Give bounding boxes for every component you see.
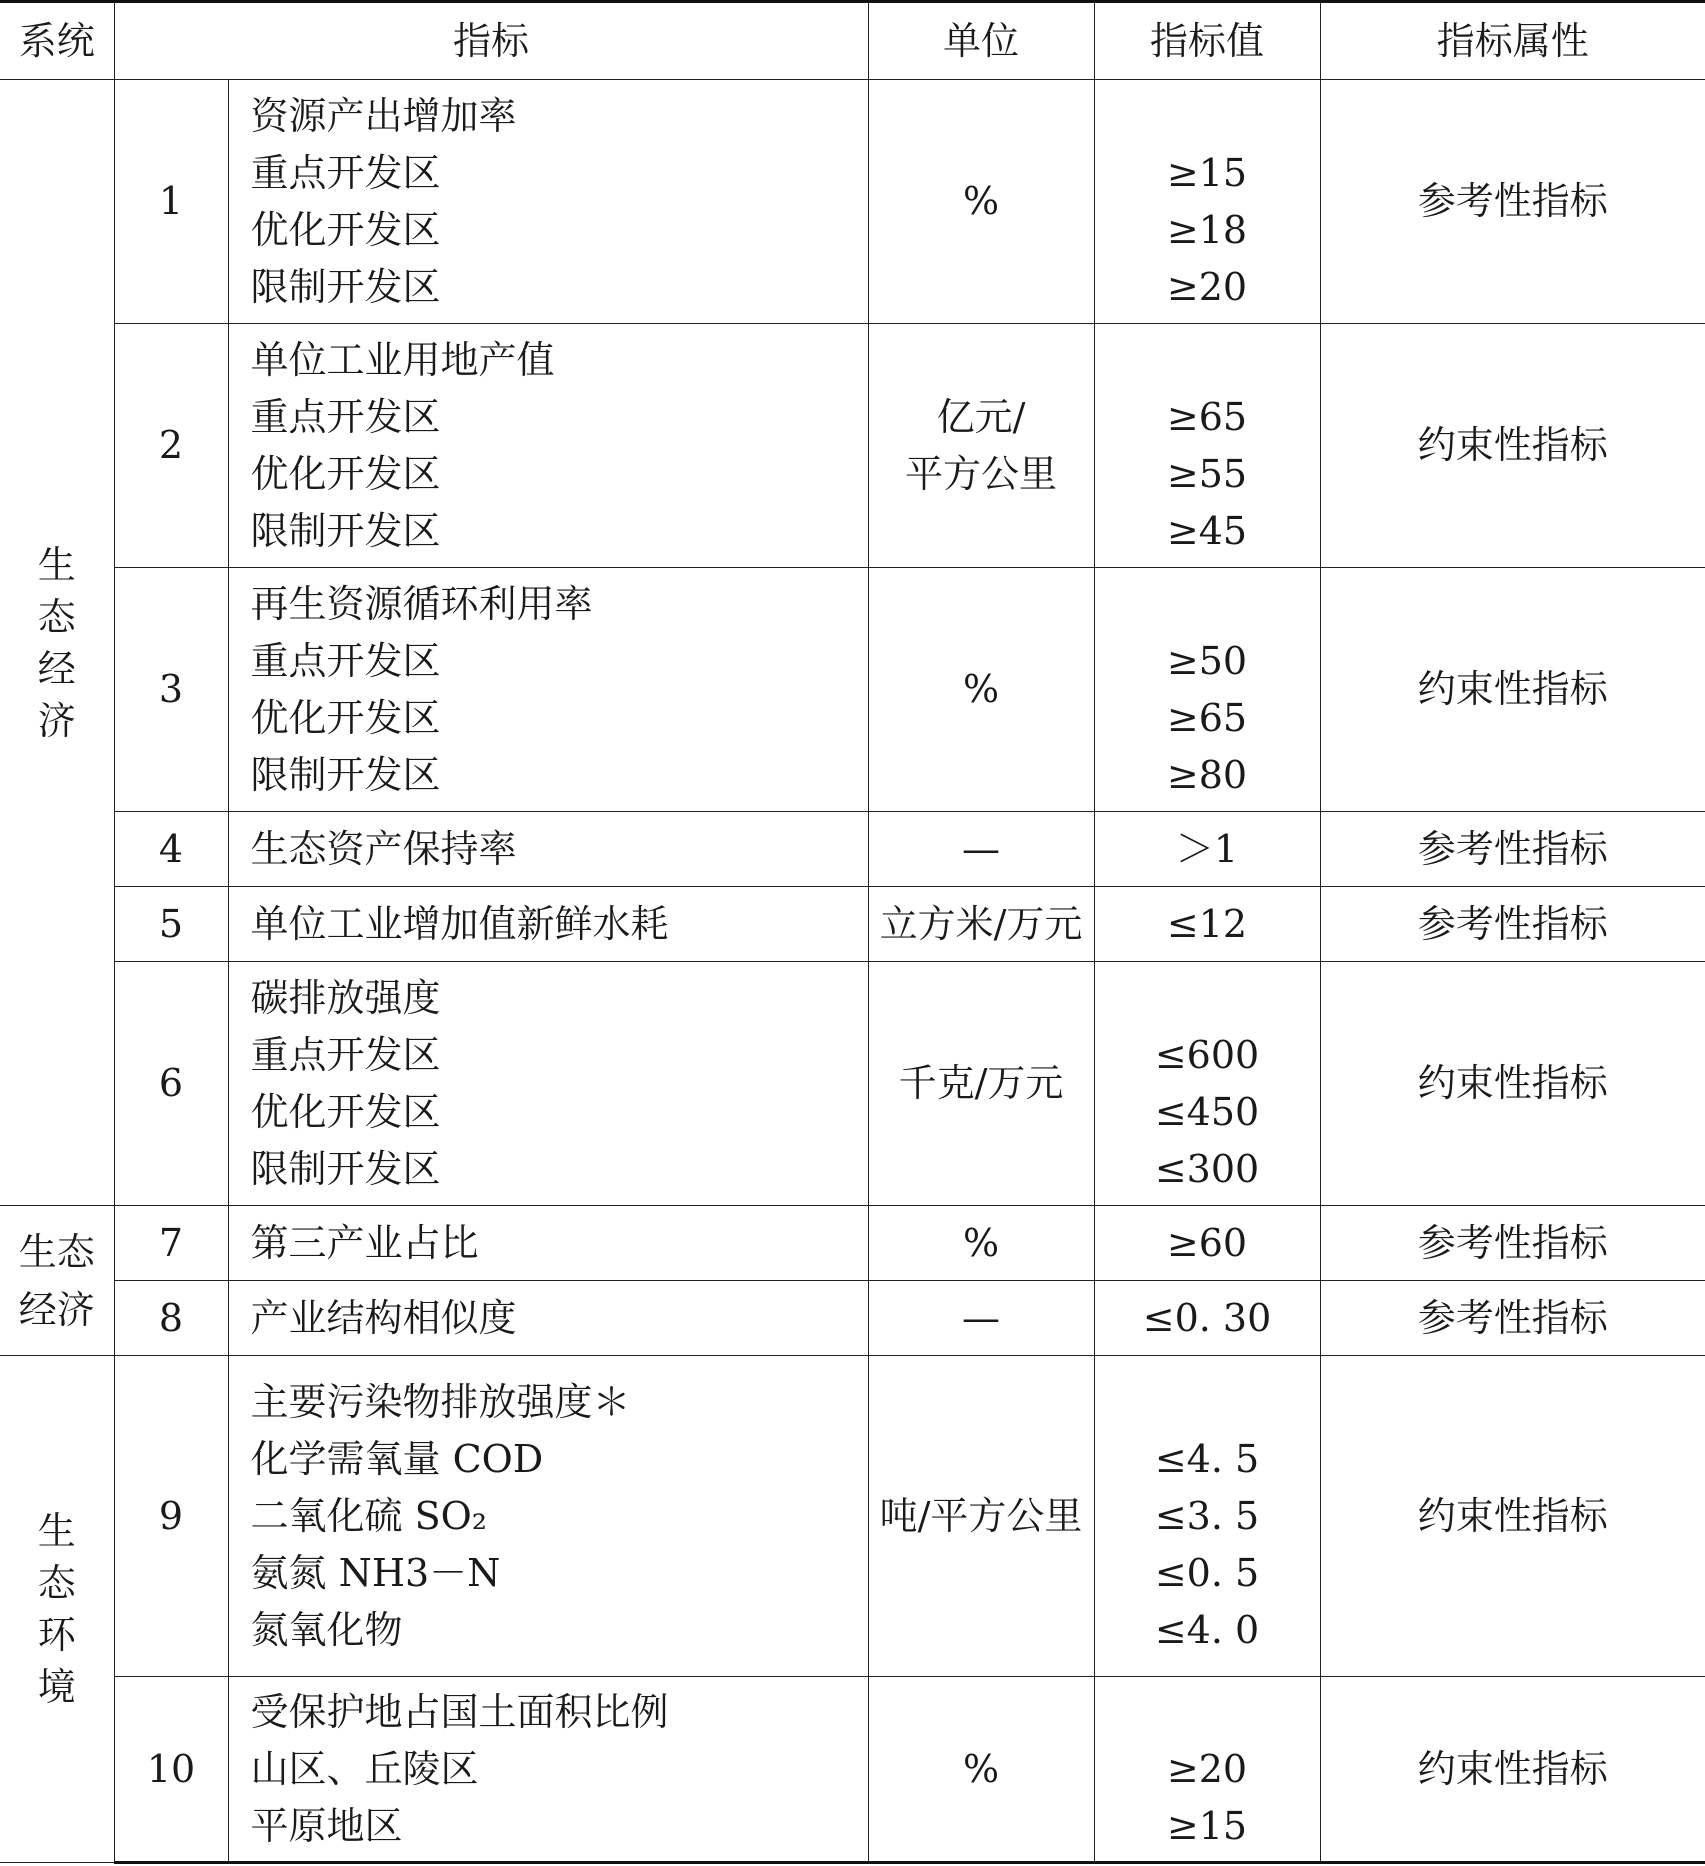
attribute-cell: 约束性指标 [1320, 1356, 1705, 1677]
system-label-char: 环 [37, 1613, 76, 1657]
attribute-cell: 参考性指标 [1320, 1206, 1705, 1281]
indicator-line: 优化开发区 [250, 207, 441, 252]
indicator-cell [228, 80, 868, 324]
indicator-line: 第三产业占比 [250, 1220, 479, 1265]
table-row [0, 812, 1705, 887]
attribute-cell: 参考性指标 [1320, 812, 1705, 887]
value-cell [1094, 812, 1320, 887]
value-line: ≥65 [1166, 695, 1248, 740]
unit-cell [868, 80, 1094, 324]
table-row [0, 1281, 1705, 1356]
value-line: ≥45 [1166, 508, 1248, 553]
table-row [0, 962, 1705, 1206]
value-line: ≥80 [1166, 752, 1248, 797]
value-line: ≤4. 5 [1154, 1436, 1260, 1481]
indicator-cell [228, 1677, 868, 1863]
system-label-char: 经 [37, 646, 76, 691]
attribute-cell: 约束性指标 [1320, 1677, 1705, 1863]
unit-cell [868, 962, 1094, 1206]
header-attribute: 指标属性 [1320, 2, 1705, 80]
indicator-line: 山区、丘陵区 [250, 1746, 479, 1791]
indicator-cell [228, 568, 868, 812]
value-cell [1094, 962, 1320, 1206]
attribute-cell: 参考性指标 [1320, 1281, 1705, 1356]
indicator-line: 限制开发区 [250, 1146, 441, 1191]
table-row [0, 1677, 1705, 1863]
indicator-cell [228, 1356, 868, 1677]
table-row [0, 324, 1705, 568]
indicator-line: 限制开发区 [250, 264, 441, 309]
row-number: 7 [114, 1206, 228, 1281]
indicator-line: 重点开发区 [250, 1032, 441, 1077]
attribute-cell: 参考性指标 [1320, 80, 1705, 324]
value-line: ≥15 [1166, 150, 1248, 195]
indicator-line: 碳排放强度 [250, 975, 441, 1020]
system-label-char: 生 [37, 542, 76, 587]
value-line: ≥55 [1166, 451, 1248, 496]
indicator-line: 资源产出增加率 [250, 93, 517, 138]
indicator-line: 单位工业增加值新鲜水耗 [250, 901, 669, 946]
value-line: ≥18 [1166, 207, 1248, 252]
system-label-char: 境 [37, 1665, 76, 1709]
unit-cell [868, 1677, 1094, 1863]
indicator-line: 氮氧化物 [250, 1607, 403, 1652]
row-number: 3 [114, 568, 228, 812]
table-row [0, 80, 1705, 324]
header-row [0, 2, 1705, 80]
table-row [0, 568, 1705, 812]
header-system: 系统 [0, 2, 114, 80]
attribute-cell: 参考性指标 [1320, 887, 1705, 962]
unit-line: % [962, 1220, 1000, 1265]
indicator-line: 重点开发区 [250, 638, 441, 683]
unit-cell [868, 887, 1094, 962]
unit-cell [868, 324, 1094, 568]
header-unit: 单位 [868, 2, 1094, 80]
value-line: ≤12 [1166, 901, 1248, 946]
indicator-line: 生态资产保持率 [250, 826, 517, 871]
indicator-cell [228, 1281, 868, 1356]
unit-line: % [962, 667, 1000, 711]
indicator-cell [228, 1206, 868, 1281]
indicator-line: 重点开发区 [250, 150, 441, 195]
value-cell [1094, 324, 1320, 568]
unit-cell [868, 812, 1094, 887]
indicator-line: 优化开发区 [250, 451, 441, 496]
row-number: 9 [114, 1356, 228, 1677]
row-number: 8 [114, 1281, 228, 1356]
unit-cell [868, 568, 1094, 812]
table-row [0, 1356, 1705, 1677]
unit-line: % [962, 1746, 1000, 1791]
unit-cell [868, 1206, 1094, 1281]
row-number: 4 [114, 812, 228, 887]
value-cell [1094, 887, 1320, 962]
unit-line: 吨/平方公里 [879, 1493, 1083, 1538]
unit-line: 千克/万元 [898, 1061, 1064, 1105]
indicator-line: 优化开发区 [250, 1089, 441, 1134]
unit-line: — [962, 826, 1001, 871]
value-line: ≤600 [1154, 1032, 1260, 1077]
system-cell [0, 1206, 114, 1356]
indicator-line: 优化开发区 [250, 695, 441, 740]
value-line: ≤3. 5 [1154, 1493, 1260, 1538]
system-cell [0, 1356, 114, 1863]
row-number: 10 [114, 1677, 228, 1863]
indicator-line: 限制开发区 [250, 508, 441, 553]
indicator-cell [228, 962, 868, 1206]
value-line: ≤0. 5 [1154, 1550, 1260, 1595]
table-body [0, 80, 1705, 1863]
value-line: ≥50 [1166, 638, 1248, 683]
header-indicator: 指标 [114, 2, 868, 80]
indicator-line: 再生资源循环利用率 [250, 581, 593, 626]
value-line: ≥65 [1166, 394, 1248, 439]
row-number: 5 [114, 887, 228, 962]
attribute-cell: 约束性指标 [1320, 568, 1705, 812]
value-cell [1094, 568, 1320, 812]
unit-line: % [962, 179, 1000, 223]
indicator-cell [228, 812, 868, 887]
system-label-char: 生态 [18, 1229, 95, 1274]
unit-line: 亿元/ [936, 394, 1026, 439]
indicator-line: 产业结构相似度 [250, 1295, 517, 1340]
value-line: ≤4. 0 [1154, 1607, 1260, 1652]
table-row [0, 887, 1705, 962]
table-header [0, 2, 1705, 80]
table-row [0, 1206, 1705, 1281]
system-label-char: 态 [37, 1561, 76, 1605]
unit-line: — [962, 1295, 1001, 1340]
value-line: ≤300 [1154, 1146, 1260, 1191]
system-label-char: 经济 [18, 1287, 95, 1332]
indicator-cell [228, 887, 868, 962]
indicator-line: 主要污染物排放强度＊ [250, 1379, 631, 1424]
value-cell [1094, 1206, 1320, 1281]
indicator-line: 重点开发区 [250, 394, 441, 439]
value-cell [1094, 1281, 1320, 1356]
value-line: ≥15 [1166, 1803, 1248, 1848]
row-number: 2 [114, 324, 228, 568]
unit-cell [868, 1281, 1094, 1356]
attribute-cell: 约束性指标 [1320, 962, 1705, 1206]
value-line: ≤0. 30 [1142, 1295, 1272, 1340]
value-line: ≥60 [1166, 1220, 1248, 1265]
system-label-char: 生 [37, 1509, 76, 1553]
attribute-cell: 约束性指标 [1320, 324, 1705, 568]
value-cell [1094, 1677, 1320, 1863]
unit-cell [868, 1356, 1094, 1677]
indicator-line: 化学需氧量 COD [250, 1436, 544, 1481]
indicator-line: 二氧化硫 SO₂ [250, 1493, 487, 1538]
row-number: 6 [114, 962, 228, 1206]
value-cell [1094, 80, 1320, 324]
row-number: 1 [114, 80, 228, 324]
indicator-cell [228, 324, 868, 568]
system-label-char: 济 [37, 698, 76, 743]
indicator-line: 氨氮 NH3－N [250, 1550, 501, 1595]
system-cell [0, 80, 114, 1206]
unit-line: 平方公里 [905, 451, 1058, 496]
unit-line: 立方米/万元 [879, 901, 1083, 946]
header-value: 指标值 [1094, 2, 1320, 80]
value-cell [1094, 1356, 1320, 1677]
value-line: ≥20 [1166, 1746, 1248, 1791]
indicator-line: 单位工业用地产值 [250, 337, 555, 382]
indicator-line: 平原地区 [250, 1803, 403, 1848]
value-line: ＞1 [1175, 826, 1239, 871]
value-line: ≤450 [1154, 1089, 1260, 1134]
indicator-line: 限制开发区 [250, 752, 441, 797]
indicator-line: 受保护地占国土面积比例 [250, 1689, 669, 1734]
system-label-char: 态 [37, 594, 76, 639]
value-line: ≥20 [1166, 264, 1248, 309]
